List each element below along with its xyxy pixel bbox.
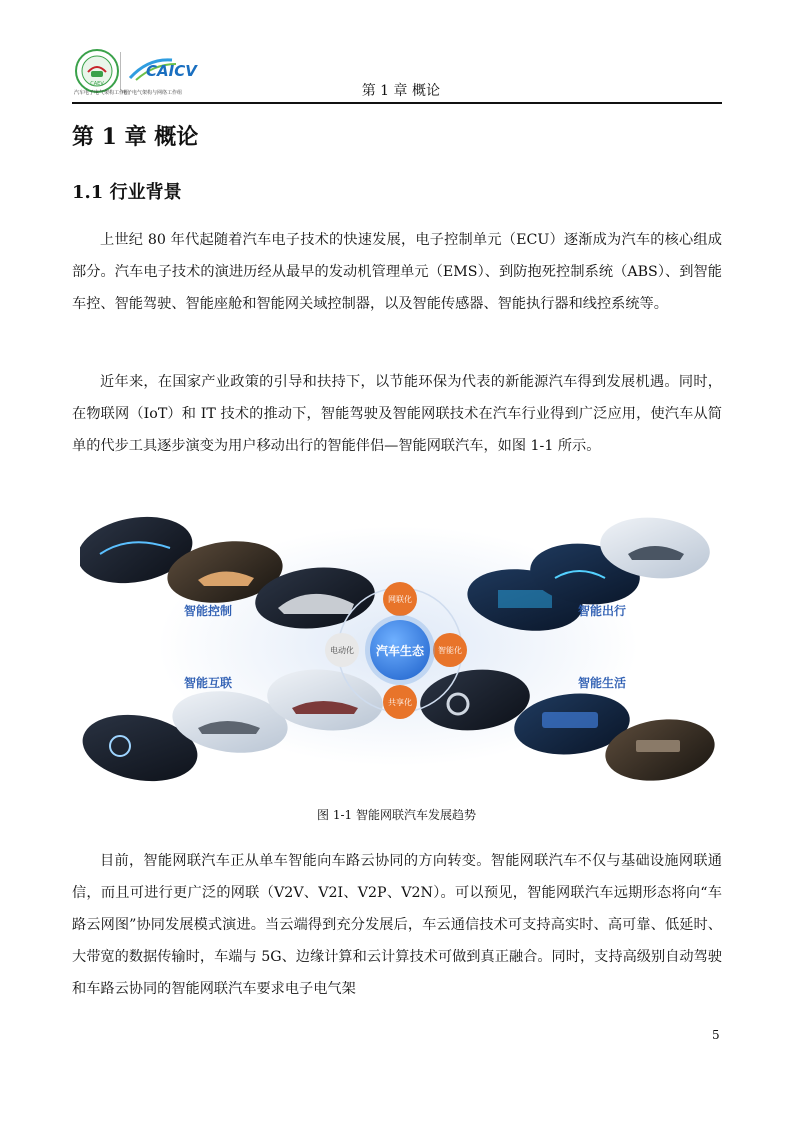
node-intelligent: 智能化 <box>433 633 467 667</box>
paragraph-3: 目前，智能网联汽车正从单车智能向车路云协同的方向转变。智能网联汽车不仅与基础设施网联通信，而且可进行更广泛的网联（V2V、V2I、V2P、V2N）。可以预见，智能网联汽车远期形态将向“车路云网图”协同发展模式演进。当云端得到充分发展后，车云通信技术可支持高实时、高可靠、低延时、大带宽的数据传输时，车端与 5G、边缘计算和云计算技术可做到真正融合。同时，支持高级别自动驾驶和车路云协同的智能网联汽车要求电子电气架 <box>72 853 722 997</box>
page-number: 5 <box>712 1028 720 1042</box>
label-smart-control: 智能控制 <box>184 604 233 618</box>
caicv-logo <box>128 56 208 82</box>
paragraph-2: 近年来，在国家产业政策的引导和扶持下，以节能环保为代表的新能源汽车得到发展机遇。同时，在物联网（IoT）和 IT 技术的推动下，智能驾驶及智能网联技术在汽车行业得到广泛应用，使汽车从简单的代步工具逐步演变为用户移动出行的智能伴侣—智能网联汽车，如图 1-1 所示。 <box>72 374 722 454</box>
label-smart-connectivity: 智能互联 <box>184 676 233 690</box>
node-electrified: 电动化 <box>325 633 359 667</box>
node-connected: 网联化 <box>383 582 417 616</box>
caev-logo <box>74 48 120 94</box>
logo-divider <box>120 52 121 90</box>
label-smart-mobility: 智能出行 <box>578 604 627 618</box>
logo2-caption: 电子电气架构与网络工作组 <box>122 90 183 96</box>
caicv-logo-text: CAICV <box>146 62 197 80</box>
page-header <box>72 44 722 106</box>
header-chapter-label: 第 1 章 概论 <box>361 83 440 99</box>
logo1-caption: 汽车电子电气架构工作组 <box>74 90 130 96</box>
section-title: 1.1 行业背景 <box>72 182 182 203</box>
header-rule <box>72 102 722 104</box>
label-smart-life: 智能生活 <box>578 676 627 690</box>
chapter-title: 第 1 章 概论 <box>72 124 199 150</box>
figure-caption: 图 1-1 智能网联汽车发展趋势 <box>317 808 476 822</box>
center-automotive-ecosystem: 汽车生态 <box>370 620 430 680</box>
node-shared: 共享化 <box>383 685 417 719</box>
caev-logo-text: CAEV <box>90 81 104 87</box>
figure-1-1 <box>80 510 716 782</box>
paragraph-1: 上世纪 80 年代起随着汽车电子技术的快速发展，电子控制单元（ECU）逐渐成为汽车的核心组成部分。汽车电子技术的演进历经从最早的发动机管理单元（EMS）、到防抱死控制系统（ABS）、到智能车控、智能驾驶、智能座舱和智能网关域控制器，以及智能传感器、智能执行器和线控系统等。 <box>72 232 722 312</box>
